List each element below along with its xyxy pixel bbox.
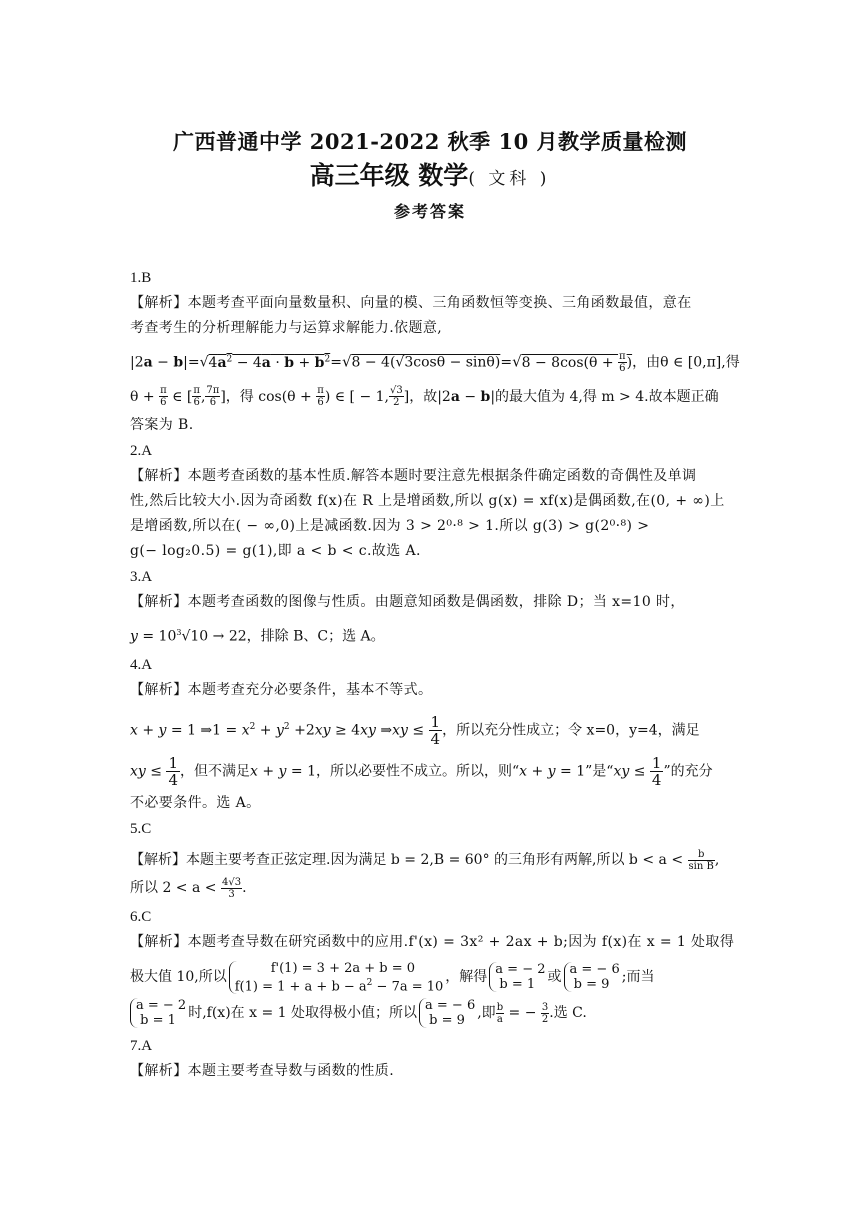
q6-formula-line: 极大值 10,所以 f'(1) = 3 + 2a + b = 0 $f(1) = 1 + a + b - a^2 - 7a = 10$ ，解得 a = − 2 b = 1 或 a = − 6 b = 9 ;而当 bbox=[130, 960, 655, 995]
q2-explanation-line: 是增函数,所以在( − ∞,0)上是减函数.因为 3 > 2⁰·⁸ > 1.所以 g(3) > g(2⁰·⁸) > bbox=[130, 517, 650, 534]
q4-formula-line: xy ≤ $\frac{1}{4}$ ，但不满足x + y = 1，所以必要性不成立。所以，则“x + y = 1”是“xy ≤ $\frac{1}{4}$ ”的充分 bbox=[130, 754, 713, 790]
q4-explanation-line: 不必要条件。选 A。 bbox=[130, 795, 261, 812]
q7-answer: 7.A bbox=[130, 1038, 153, 1055]
exam-title: 广西普通中学 2021-2022 秋季 10 月教学质量检测 bbox=[172, 129, 688, 154]
subject-track: ( 文科 ) bbox=[468, 169, 551, 189]
q2-answer: 2.A bbox=[130, 442, 153, 459]
q2-explanation-line: 【解析】本题考查函数的基本性质.解答本题时要注意先根据条件确定函数的奇偶性及单调 bbox=[130, 467, 697, 484]
subject-main: 高三年级 数学 bbox=[309, 161, 469, 190]
q2-explanation-line: g(− log₂0.5) = g(1),即 a < b < c.故选 A. bbox=[130, 542, 421, 559]
q4-explanation-line: 【解析】本题考查充分必要条件，基本不等式。 bbox=[130, 682, 433, 699]
q1-explanation-line: 【解析】本题考查平面向量数量积、向量的模、三角函数恒等变换、三角函数最值，意在 bbox=[130, 295, 692, 311]
q2-explanation-line: 性,然后比较大小.因为奇函数 f(x)在 R 上是增函数,所以 g(x) = xf(x)是偶函数,在(0, + ∞)上 bbox=[130, 492, 725, 509]
q1-formula-line: θ + $\frac{\pi}{6}$ ∈ [ $\frac{\pi}{6}$ , $\frac{7\pi}{6}$ ]，得 cos(θ + $\frac{\pi}{6}$ ) ∈ [ − 1, $\frac{√3}{2}$ ]，故|2a − b|的最大值为 4,得 m > 4.故本题正确 bbox=[130, 385, 719, 409]
q7-explanation-line: 【解析】本题主要考查导数与函数的性质. bbox=[130, 1063, 395, 1080]
q3-explanation-line: 【解析】本题考查函数的图像与性质。由题意知函数是偶函数，排除 D；当 x=10 时， bbox=[130, 593, 685, 610]
q4-formula-line: x + y = 1 ⇒1 = $x^2 + y^2 +2xy \ge 4xy$ ⇒xy ≤ $\frac{1}{4}$ ，所以充分性成立；令 x=0，y=4，满足 bbox=[130, 713, 700, 749]
page-header bbox=[0, 126, 860, 227]
q3-formula-line: $y = 10^3√10 \to 22$，排除 B、C；选 A。 bbox=[130, 627, 385, 645]
q4-answer: 4.A bbox=[130, 657, 153, 674]
answer-key-title: 参考答案 bbox=[393, 202, 466, 221]
q1-explanation-line: 答案为 B. bbox=[130, 416, 194, 433]
q6-explanation-line: 【解析】本题考查导数在研究函数中的应用.f'(x) = 3x² + 2ax + b;因为 f(x)在 x = 1 处取得 bbox=[130, 934, 735, 951]
answer-body bbox=[130, 268, 740, 1081]
subject-title bbox=[0, 158, 860, 197]
q3-formula-tail: ，排除 B、C；选 A。 bbox=[246, 628, 385, 645]
q3-answer: 3.A bbox=[130, 568, 153, 585]
q1-explanation-line: 考查考生的分析理解能力与运算求解能力.依题意, bbox=[130, 320, 443, 336]
q1-answer: 1.B bbox=[130, 270, 152, 286]
q5-explanation-line: 所以 2 < a < $\frac{4√3}{3}$ . bbox=[130, 876, 247, 900]
q6-formula-line: a = − 2 b = 1 时,f(x)在 x = 1 处取得极小值；所以 a = − 6 b = 9 ,即 $\frac{b}{a}$ = − $\frac{3}{2}$ .选 C. bbox=[130, 996, 730, 1030]
q5-explanation-line: 【解析】本题主要考查正弦定理.因为满足 b = 2,B = 60° 的三角形有两解,所以 b < a < $\frac{b}{\text{sin B}}$ , bbox=[130, 848, 720, 872]
q1-formula-line: $|2a - b|=√4a^2 - 4a \cdot b + b^2=√8 - 4(√3\cos\theta - \sin\theta)=√8 - 8\cos(\theta$ + $\frac{\pi}{6}$ )，由θ ∈ [0,π],得 bbox=[130, 351, 740, 375]
q6-answer: 6.C bbox=[130, 909, 152, 926]
q4-formula-tail: ，所以充分性成立；令 x=0，y=4，满足 bbox=[442, 722, 700, 739]
q5-answer: 5.C bbox=[130, 821, 152, 838]
